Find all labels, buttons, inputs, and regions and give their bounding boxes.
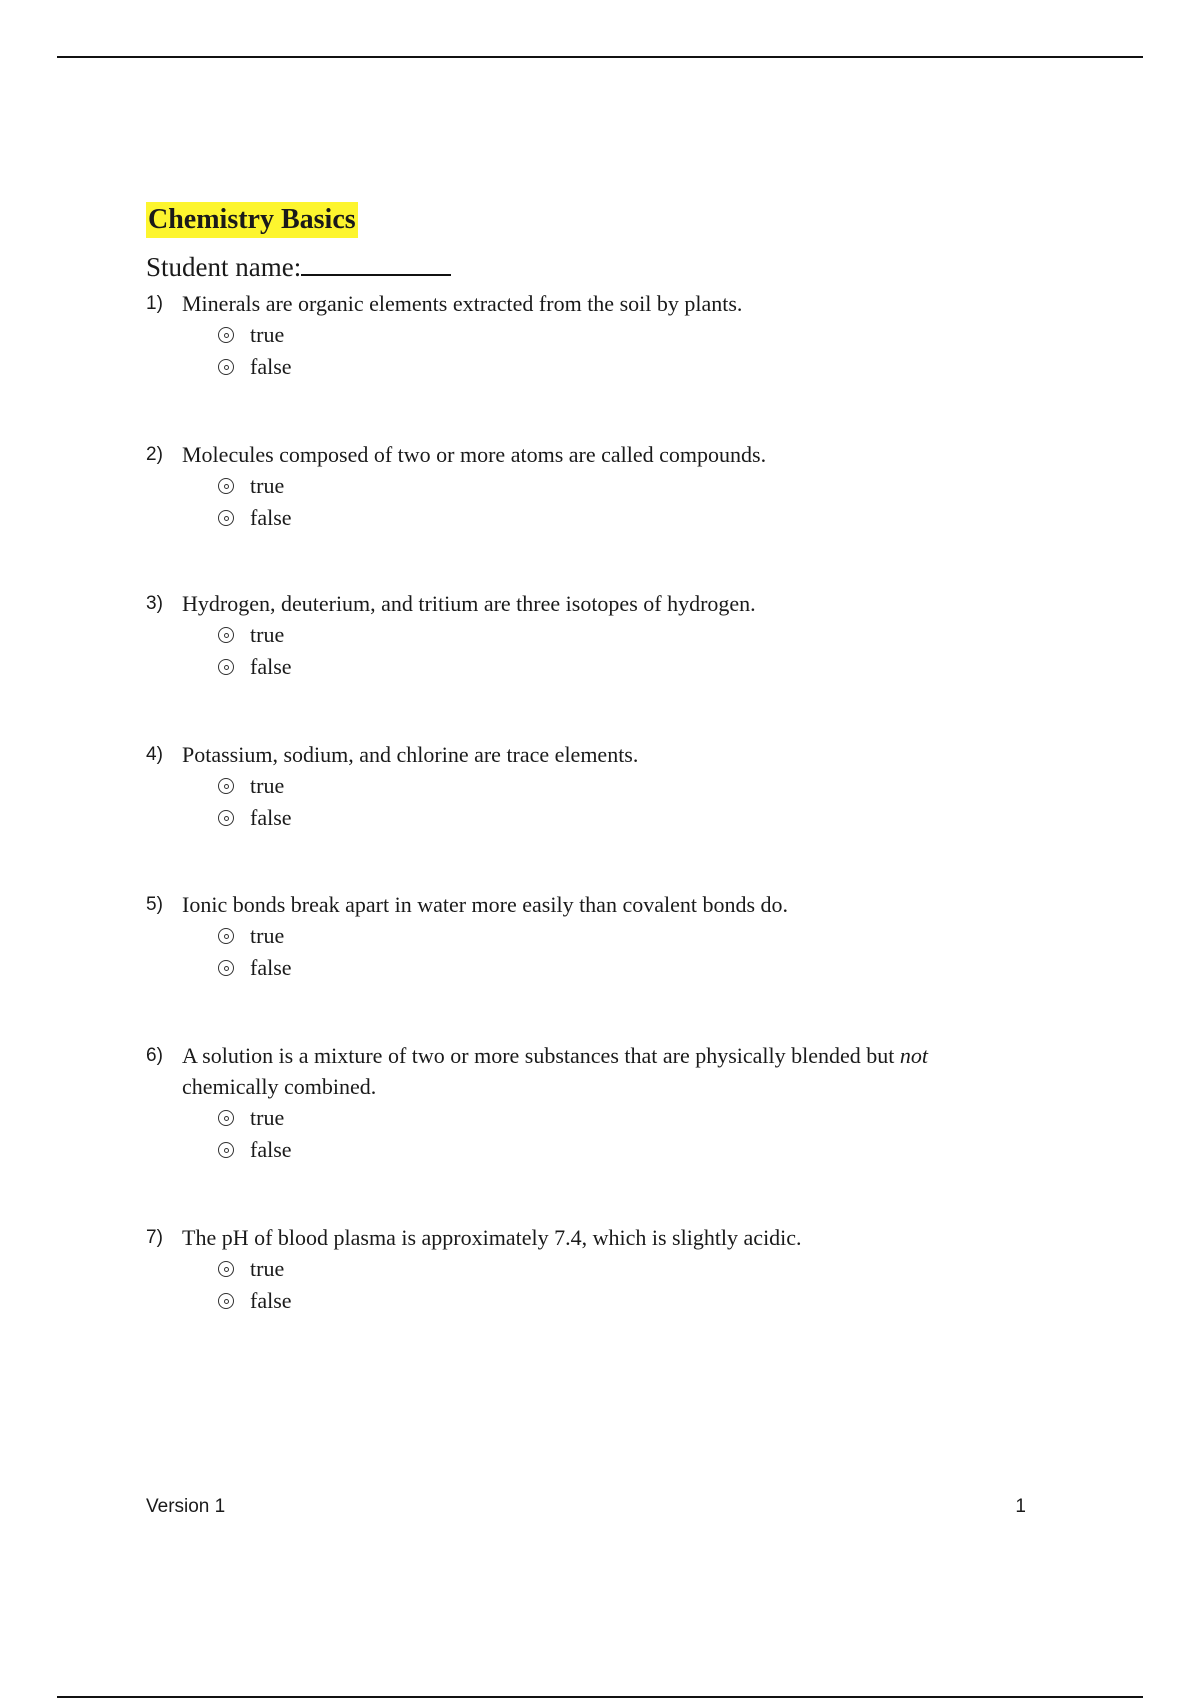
radio-button-icon[interactable]	[218, 810, 234, 826]
question-number: 1)	[146, 293, 163, 314]
option-label: true	[250, 622, 285, 647]
option-label: false	[250, 1137, 292, 1162]
question-2	[146, 439, 1046, 534]
question-5	[146, 889, 1046, 984]
question-number: 4)	[146, 744, 163, 765]
option-label: true	[250, 473, 285, 498]
option-false[interactable]	[218, 351, 1046, 383]
option-true[interactable]	[218, 619, 1046, 651]
option-true[interactable]	[218, 770, 1046, 802]
radio-button-icon[interactable]	[218, 510, 234, 526]
option-true[interactable]	[218, 319, 1046, 351]
question-6	[146, 1040, 1046, 1166]
option-false[interactable]	[218, 651, 1046, 683]
radio-button-icon[interactable]	[218, 1293, 234, 1309]
page-number: 1	[1015, 1496, 1026, 1517]
option-false[interactable]	[218, 952, 1046, 984]
question-text: Molecules composed of two or more atoms are called compounds.	[182, 442, 767, 467]
radio-button-icon[interactable]	[218, 778, 234, 794]
radio-button-icon[interactable]	[218, 928, 234, 944]
question-text: Ionic bonds break apart in water more easily than covalent bonds do.	[182, 892, 789, 917]
radio-button-icon[interactable]	[218, 478, 234, 494]
option-label: true	[250, 322, 285, 347]
question-number: 2)	[146, 444, 163, 465]
answer-options	[218, 319, 1046, 383]
option-label: false	[250, 505, 292, 530]
answer-options	[218, 1102, 1046, 1166]
option-true[interactable]	[218, 1253, 1046, 1285]
radio-button-icon[interactable]	[218, 1261, 234, 1277]
option-true[interactable]	[218, 470, 1046, 502]
option-label: false	[250, 1288, 292, 1313]
radio-button-icon[interactable]	[218, 327, 234, 343]
question-text: The pH of blood plasma is approximately 7.4, which is slightly acidic.	[182, 1225, 802, 1250]
option-label: true	[250, 773, 285, 798]
radio-button-icon[interactable]	[218, 359, 234, 375]
question-text-emphasis: not	[899, 1043, 929, 1068]
radio-button-icon[interactable]	[218, 659, 234, 675]
quiz-content	[146, 202, 1046, 1317]
student-name-line	[146, 248, 1046, 284]
option-label: true	[250, 1105, 285, 1130]
answer-options	[218, 619, 1046, 683]
option-false[interactable]	[218, 502, 1046, 534]
question-1	[146, 288, 1046, 383]
top-rule	[57, 56, 1143, 58]
radio-button-icon[interactable]	[218, 627, 234, 643]
option-label: true	[250, 923, 285, 948]
answer-options	[218, 1253, 1046, 1317]
student-name-label: Student name:	[146, 252, 302, 282]
answer-options	[218, 920, 1046, 984]
question-7	[146, 1222, 1046, 1317]
question-4	[146, 739, 1046, 834]
question-text	[182, 1040, 1022, 1102]
answer-options	[218, 470, 1046, 534]
question-text: Minerals are organic elements extracted from the soil by plants.	[182, 291, 743, 316]
question-text-part: A solution is a mixture of two or more substances that are physically blended but	[182, 1043, 900, 1068]
option-label: false	[250, 654, 292, 679]
question-text: Potassium, sodium, and chlorine are trace elements.	[182, 742, 639, 767]
question-number: 6)	[146, 1045, 163, 1066]
question-text: Hydrogen, deuterium, and tritium are three isotopes of hydrogen.	[182, 591, 756, 616]
page-footer	[146, 1496, 1026, 1518]
option-false[interactable]	[218, 802, 1046, 834]
option-label: false	[250, 955, 292, 980]
question-number: 3)	[146, 593, 163, 614]
radio-button-icon[interactable]	[218, 960, 234, 976]
answer-options	[218, 770, 1046, 834]
page-title: Chemistry Basics	[146, 202, 358, 238]
radio-button-icon[interactable]	[218, 1142, 234, 1158]
option-true[interactable]	[218, 920, 1046, 952]
student-name-blank[interactable]	[301, 248, 451, 276]
option-true[interactable]	[218, 1102, 1046, 1134]
option-false[interactable]	[218, 1285, 1046, 1317]
option-label: true	[250, 1256, 285, 1281]
option-false[interactable]	[218, 1134, 1046, 1166]
bottom-rule	[57, 1696, 1143, 1698]
question-3	[146, 588, 1046, 683]
question-number: 7)	[146, 1227, 163, 1248]
option-label: false	[250, 354, 292, 379]
radio-button-icon[interactable]	[218, 1110, 234, 1126]
question-text-part: chemically combined.	[182, 1074, 377, 1099]
option-label: false	[250, 805, 292, 830]
version-label: Version 1	[146, 1496, 226, 1517]
question-number: 5)	[146, 894, 163, 915]
